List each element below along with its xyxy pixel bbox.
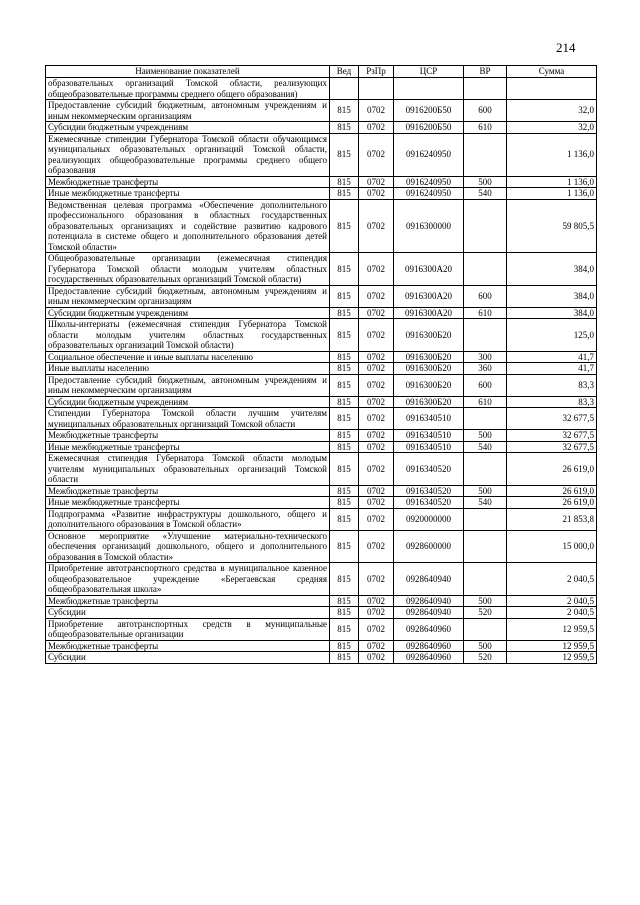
table-row [46,618,597,640]
cell-vr [464,530,507,563]
cell-rzpr: 0702 [359,652,394,664]
cell-sum: 26 619,0 [507,453,597,486]
cell-name: Межбюджетные трансферты [46,430,330,442]
cell-name: Стипендии Губернатора Томской области лучшим учителям муниципальных образовательных организаций Томской области [46,408,330,430]
cell-name: Приобретение автотранспортного средства в муниципальное казенное общеобразовательное учреждение «Берегаевская средняя общеобразовательная школа» [46,563,330,596]
cell-vr: 500 [464,595,507,607]
cell-name: Субсидии бюджетным учреждениям [46,307,330,319]
cell-rzpr: 0702 [359,176,394,188]
cell-csr: 0916200Б50 [394,122,464,134]
cell-sum: 32 677,5 [507,430,597,442]
table-row [46,408,597,430]
budget-table [45,65,597,664]
cell-ved: 815 [330,563,359,596]
cell-sum: 1 136,0 [507,133,597,176]
cell-vr: 600 [464,374,507,396]
cell-sum: 2 040,5 [507,595,597,607]
cell-csr: 0916300Б20 [394,319,464,352]
cell-vr: 540 [464,497,507,509]
cell-csr: 0916300Б20 [394,351,464,363]
table-row [46,430,597,442]
cell-sum: 15 000,0 [507,530,597,563]
cell-rzpr: 0702 [359,253,394,286]
cell-csr: 0928640940 [394,607,464,619]
cell-vr [464,618,507,640]
cell-rzpr: 0702 [359,485,394,497]
cell-vr [464,563,507,596]
cell-name: образовательных организаций Томской области, реализующих общеобразовательные программы среднего общего образования) [46,78,330,100]
cell-vr [464,319,507,352]
cell-sum: 384,0 [507,307,597,319]
cell-rzpr: 0702 [359,199,394,253]
cell-rzpr: 0702 [359,351,394,363]
header-vr: ВР [464,66,507,78]
table-row [46,508,597,530]
cell-ved: 815 [330,319,359,352]
table-row [46,607,597,619]
cell-ved: 815 [330,508,359,530]
table-row [46,78,597,100]
cell-rzpr: 0702 [359,453,394,486]
cell-vr [464,133,507,176]
cell-sum: 32 677,5 [507,408,597,430]
cell-rzpr: 0702 [359,595,394,607]
cell-csr: 0916340510 [394,441,464,453]
cell-name: Иные межбюджетные трансферты [46,188,330,200]
cell-csr [394,78,464,100]
cell-rzpr: 0702 [359,363,394,375]
cell-ved: 815 [330,122,359,134]
table-row [46,396,597,408]
cell-csr: 0928640960 [394,640,464,652]
cell-rzpr: 0702 [359,618,394,640]
table-row [46,176,597,188]
table-row [46,441,597,453]
cell-vr: 600 [464,285,507,307]
cell-sum [507,78,597,100]
cell-vr [464,253,507,286]
table-row [46,530,597,563]
cell-csr: 0916300Б20 [394,363,464,375]
page-number: 214 [556,40,576,55]
table-row [46,285,597,307]
header-csr: ЦСР [394,66,464,78]
cell-ved: 815 [330,640,359,652]
cell-sum: 32,0 [507,100,597,122]
cell-name: Социальное обеспечение и иные выплаты населению [46,351,330,363]
cell-vr: 300 [464,351,507,363]
cell-name: Ведомственная целевая программа «Обеспечение дополнительного профессионального образования в областных государственных образовательных организациях и содействие развитию кадрового потенциала в системе общего и дополнительного образования детей Томской области» [46,199,330,253]
cell-vr: 500 [464,640,507,652]
cell-rzpr: 0702 [359,607,394,619]
cell-ved: 815 [330,100,359,122]
cell-sum: 83,3 [507,396,597,408]
cell-name: Субсидии бюджетным учреждениям [46,396,330,408]
cell-rzpr: 0702 [359,100,394,122]
cell-csr: 0928640940 [394,595,464,607]
cell-csr: 0916300А20 [394,307,464,319]
cell-name: Субсидии бюджетным учреждениям [46,122,330,134]
cell-ved: 815 [330,618,359,640]
cell-csr: 0916300000 [394,199,464,253]
table-row [46,351,597,363]
cell-csr: 0916200Б50 [394,100,464,122]
cell-csr: 0928640940 [394,563,464,596]
table-row [46,253,597,286]
cell-vr: 540 [464,188,507,200]
cell-rzpr [359,78,394,100]
cell-name: Школы-интернаты (ежемесячная стипендия Губернатора Томской области молодым учителям областных государственных образовательных организаций Томской области) [46,319,330,352]
cell-name: Предоставление субсидий бюджетным, автономным учреждениям и иным некоммерческим организациям [46,374,330,396]
header-sum: Сумма [507,66,597,78]
cell-vr: 610 [464,122,507,134]
cell-vr: 610 [464,396,507,408]
cell-rzpr: 0702 [359,374,394,396]
cell-rzpr: 0702 [359,530,394,563]
cell-ved: 815 [330,652,359,664]
cell-ved: 815 [330,188,359,200]
cell-rzpr: 0702 [359,497,394,509]
cell-csr: 0916240950 [394,176,464,188]
cell-vr: 520 [464,652,507,664]
cell-name: Предоставление субсидий бюджетным, автономным учреждениям и иным некоммерческим организациям [46,100,330,122]
cell-sum: 41,7 [507,363,597,375]
cell-sum: 384,0 [507,253,597,286]
cell-sum: 32 677,5 [507,441,597,453]
cell-ved: 815 [330,253,359,286]
header-name: Наименование показателей [46,66,330,78]
cell-ved: 815 [330,441,359,453]
table-row [46,319,597,352]
cell-rzpr: 0702 [359,430,394,442]
cell-ved: 815 [330,363,359,375]
cell-vr [464,408,507,430]
table-row [46,122,597,134]
cell-sum: 1 136,0 [507,188,597,200]
table-row [46,374,597,396]
cell-rzpr: 0702 [359,307,394,319]
cell-csr: 0916340510 [394,408,464,430]
cell-csr: 0920000000 [394,508,464,530]
cell-name: Субсидии [46,607,330,619]
cell-ved: 815 [330,374,359,396]
cell-sum: 12 959,5 [507,618,597,640]
table-row [46,307,597,319]
cell-name: Ежемесячные стипендии Губернатора Томской области обучающимся муниципальных образовательных организаций Томской области, реализующих общеобразовательные программы среднего общего образования [46,133,330,176]
cell-ved: 815 [330,497,359,509]
cell-vr [464,508,507,530]
cell-csr: 0916300Б20 [394,374,464,396]
cell-vr: 500 [464,176,507,188]
cell-ved [330,78,359,100]
table-row [46,133,597,176]
cell-rzpr: 0702 [359,563,394,596]
cell-ved: 815 [330,133,359,176]
cell-csr: 0928640960 [394,652,464,664]
cell-sum: 2 040,5 [507,563,597,596]
table-row [46,563,597,596]
cell-name: Межбюджетные трансферты [46,640,330,652]
table-row [46,199,597,253]
cell-ved: 815 [330,530,359,563]
cell-name: Межбюджетные трансферты [46,485,330,497]
cell-vr: 600 [464,100,507,122]
cell-ved: 815 [330,351,359,363]
cell-rzpr: 0702 [359,285,394,307]
cell-sum: 1 136,0 [507,176,597,188]
cell-csr: 0916240950 [394,188,464,200]
cell-name: Основное мероприятие «Улучшение материально-технического обеспечения организаций дошкольного, общего и дополнительного образования в Томской области» [46,530,330,563]
cell-ved: 815 [330,595,359,607]
cell-csr: 0928600000 [394,530,464,563]
cell-rzpr: 0702 [359,133,394,176]
cell-vr: 610 [464,307,507,319]
cell-name: Приобретение автотранспортных средств в муниципальные общеобразовательные организации [46,618,330,640]
cell-name: Межбюджетные трансферты [46,176,330,188]
cell-vr: 540 [464,441,507,453]
cell-ved: 815 [330,607,359,619]
cell-sum: 32,0 [507,122,597,134]
cell-name: Субсидии [46,652,330,664]
cell-ved: 815 [330,199,359,253]
cell-sum: 26 619,0 [507,497,597,509]
table-header-row [46,66,597,78]
cell-name: Подпрограмма «Развитие инфраструктуры дошкольного, общего и дополнительного образования в Томской области» [46,508,330,530]
cell-ved: 815 [330,453,359,486]
cell-rzpr: 0702 [359,319,394,352]
table-row [46,363,597,375]
cell-name: Иные межбюджетные трансферты [46,441,330,453]
cell-sum: 2 040,5 [507,607,597,619]
cell-sum: 83,3 [507,374,597,396]
cell-sum: 12 959,5 [507,652,597,664]
cell-name: Ежемесячная стипендия Губернатора Томской области молодым учителям муниципальных образовательных организаций Томской области [46,453,330,486]
cell-sum: 41,7 [507,351,597,363]
cell-ved: 815 [330,408,359,430]
cell-vr: 500 [464,485,507,497]
cell-rzpr: 0702 [359,396,394,408]
cell-csr: 0916300А20 [394,285,464,307]
cell-name: Иные межбюджетные трансферты [46,497,330,509]
cell-rzpr: 0702 [359,408,394,430]
table-row [46,497,597,509]
cell-vr [464,199,507,253]
cell-name: Общеобразовательные организации (ежемесячная стипендия Губернатора Томской области молодым учителям областных государственных образовательных организаций Томской области) [46,253,330,286]
cell-sum: 21 853,8 [507,508,597,530]
cell-vr: 500 [464,430,507,442]
cell-ved: 815 [330,285,359,307]
cell-csr: 0916340520 [394,497,464,509]
cell-name: Межбюджетные трансферты [46,595,330,607]
cell-ved: 815 [330,430,359,442]
cell-sum: 26 619,0 [507,485,597,497]
table-row [46,453,597,486]
cell-csr: 0916300А20 [394,253,464,286]
cell-vr: 520 [464,607,507,619]
cell-rzpr: 0702 [359,640,394,652]
cell-ved: 815 [330,307,359,319]
cell-name: Предоставление субсидий бюджетным, автономным учреждениям и иным некоммерческим организациям [46,285,330,307]
cell-sum: 384,0 [507,285,597,307]
cell-rzpr: 0702 [359,122,394,134]
cell-ved: 815 [330,176,359,188]
cell-vr [464,78,507,100]
table-row [46,595,597,607]
cell-csr: 0916340510 [394,430,464,442]
table-row [46,485,597,497]
cell-rzpr: 0702 [359,188,394,200]
table-row [46,640,597,652]
cell-ved: 815 [330,396,359,408]
cell-sum: 59 805,5 [507,199,597,253]
cell-name: Иные выплаты населению [46,363,330,375]
table-row [46,188,597,200]
cell-csr: 0916340520 [394,485,464,497]
header-rzpr: РзПр [359,66,394,78]
cell-csr: 0928640960 [394,618,464,640]
table-row [46,100,597,122]
cell-csr: 0916300Б20 [394,396,464,408]
cell-sum: 12 959,5 [507,640,597,652]
header-ved: Вед [330,66,359,78]
cell-ved: 815 [330,485,359,497]
cell-csr: 0916240950 [394,133,464,176]
cell-vr: 360 [464,363,507,375]
table-body [46,78,597,664]
table-row [46,652,597,664]
cell-sum: 125,0 [507,319,597,352]
cell-vr [464,453,507,486]
cell-csr: 0916340520 [394,453,464,486]
cell-rzpr: 0702 [359,441,394,453]
cell-rzpr: 0702 [359,508,394,530]
